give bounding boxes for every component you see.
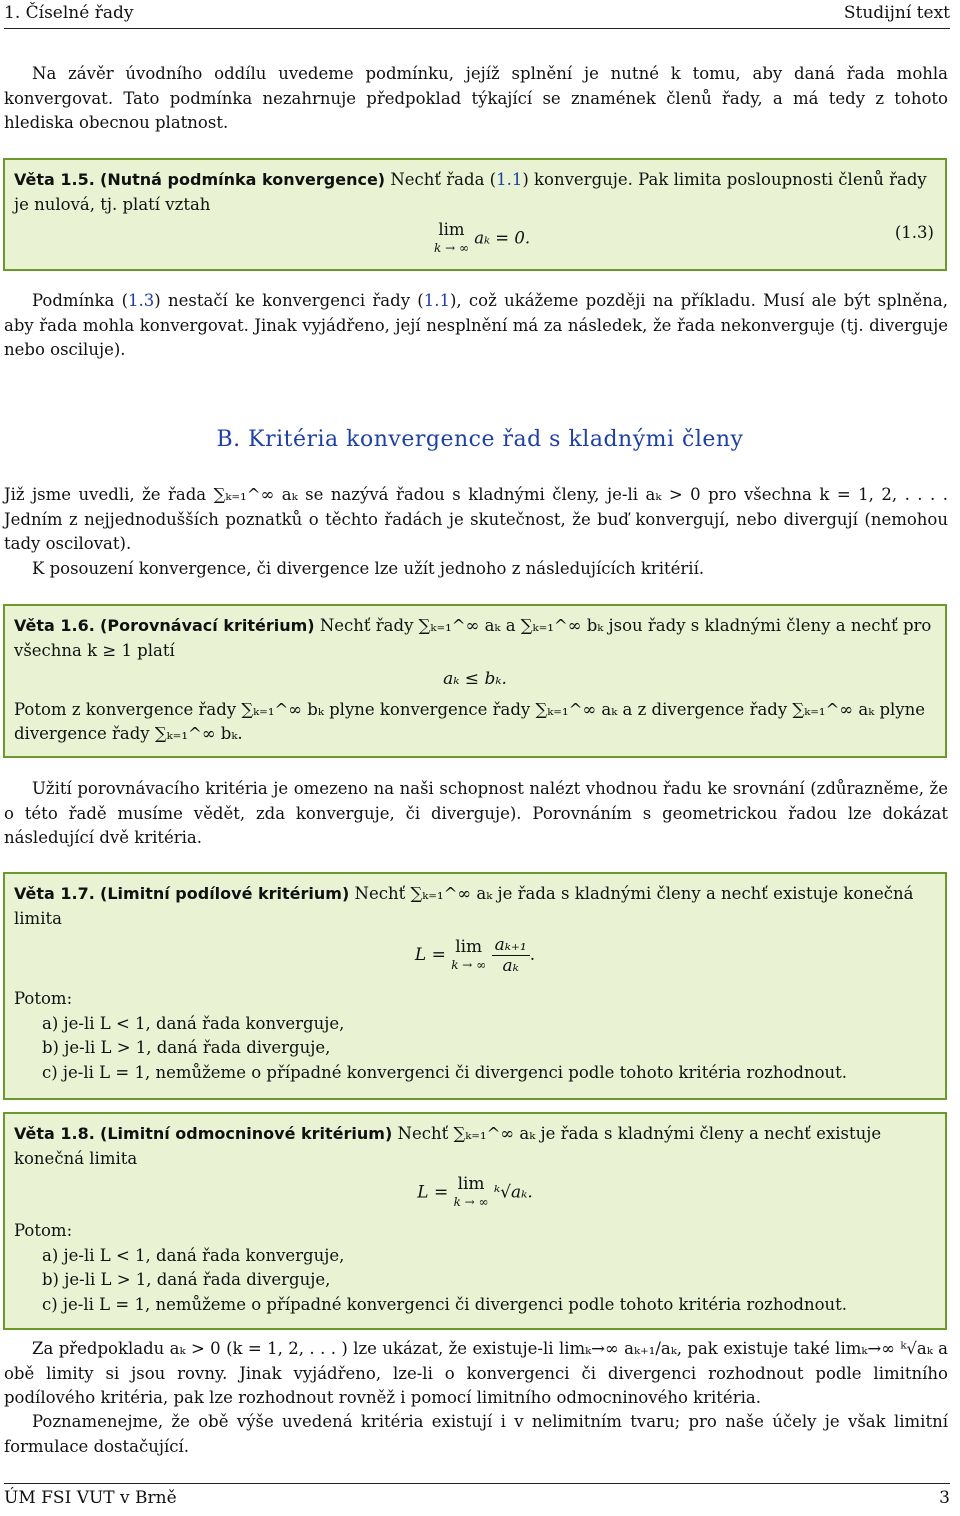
- theorem-1-6-text-a: Nechť řady ∑ₖ₌₁^∞ aₖ a ∑ₖ₌₁^∞ bₖ jsou řady s kladnými členy a nechť pro všechna k ≥ 1 platí: [14, 616, 932, 660]
- running-header: [4, 2, 950, 29]
- theorem-1-6-formula: aₖ ≤ bₖ.: [443, 669, 507, 689]
- theorem-1-7-box: [3, 872, 947, 1100]
- equation-number: (1.3): [894, 223, 934, 242]
- theorem-1-7-then: Potom:: [14, 989, 73, 1008]
- limit-operator: lim k → ∞: [453, 1174, 489, 1209]
- theorem-1-7-case-a: a) je-li L < 1, daná řada konverguje,: [42, 1013, 345, 1033]
- theorem-1-5-ref-link[interactable]: 1.1: [496, 170, 523, 189]
- theorem-1-5-text-b: ) konverguje. Pak limita posloupnosti členů řady je nulová, tj. platí vztah: [14, 170, 927, 214]
- theorem-1-6-title: (Porovnávací kritérium): [100, 616, 315, 635]
- theorem-1-8-box: [3, 1112, 947, 1330]
- ratio-fraction: $\frac{\text{aₖ₊₁}}{\text{aₖ}}$: [492, 935, 530, 976]
- theorem-1-5-box: [3, 158, 947, 271]
- theorem-1-7-case-c: c) je-li L = 1, nemůžeme o případné konvergenci či divergenci podle tohoto kritéria rozhodnout.: [42, 1062, 848, 1082]
- theorem-1-7-title: (Limitní podílové kritérium): [100, 884, 350, 903]
- theorem-1-8-statement: [14, 1122, 936, 1171]
- closing-paragraph-2: Poznamenejme, že obě výše uvedená kritéria existují i v nelimitním tvaru; pro naše účely je však limitní formulace dostačující.: [4, 1412, 948, 1456]
- theorem-1-7-formula: L = lim k → ∞ $\frac{\text{aₖ₊₁}}{\text{aₖ}}$ .: [414, 935, 536, 976]
- equation-1-3: [14, 217, 936, 261]
- theorem-1-6-statement: [14, 614, 936, 663]
- equation-1-3-formula: aₖ = 0.: [474, 228, 531, 248]
- theorem-1-5-text-a: Nechť řada (: [385, 170, 497, 189]
- closing-paragraph-1: Za předpokladu aₖ > 0 (k = 1, 2, . . . ) lze ukázat, že existuje-li limₖ→∞ aₖ₊₁/aₖ, pak existuje také limₖ→∞ ᵏ√aₖ a obě limity si jsou rovny. Jinak vyjádřeno, lze-li o konvergenci či divergenci rozhodnout podle limitního podílového kritéria, pak lze rozhodnout rovněž i pomocí limitního odmocninového kritéria.: [4, 1339, 948, 1407]
- theorem-1-8-label: Věta 1.8.: [14, 1124, 95, 1143]
- intro-paragraph: Na závěr úvodního oddílu uvedeme podmínku, jejíž splnění je nutné k tomu, aby daná řada mohla konvergovat. Tato podmínka nezahrnuje předpoklad týkající se znamének členů řady, a má tedy z tohoto hlediska obecnou platnost.: [4, 64, 948, 132]
- theorem-1-8-text-a: Nechť ∑ₖ₌₁^∞ aₖ je řada s kladnými členy a nechť existuje konečná limita: [14, 1124, 882, 1168]
- theorem-1-7-label: Věta 1.7.: [14, 884, 95, 903]
- theorem-1-6-box: [3, 604, 947, 758]
- limit-operator: lim k → ∞: [451, 936, 487, 972]
- paragraph-after-theorem-1-5: Podmínka (1.3) nestačí ke konvergenci řady (1.1), což ukážeme později na příkladu. Musí ale být splněna, aby řada mohla konvergovat. Jinak vyjádřeno, její nesplnění má za následek, že řada nekonverguje (tj. diverguje nebo osciluje).: [4, 291, 948, 359]
- theorem-1-8-then: Potom:: [14, 1221, 73, 1240]
- header-doc-type: Studijní text: [843, 3, 950, 23]
- theorem-1-6-label: Věta 1.6.: [14, 616, 95, 635]
- header-chapter: 1. Číselné řady: [4, 3, 134, 23]
- theorem-1-7-case-b: b) je-li L > 1, daná řada diverguje,: [42, 1038, 331, 1057]
- theorem-1-5-statement: [14, 168, 936, 217]
- running-footer: [4, 1488, 950, 1508]
- theorem-1-8-title: (Limitní odmocninové kritérium): [100, 1124, 393, 1143]
- page-number: 3: [939, 1488, 950, 1508]
- root-expression: ᵏ√aₖ.: [493, 1182, 533, 1203]
- section-intro-paragraph: Již jsme uvedli, že řada ∑ₖ₌₁^∞ aₖ se nazývá řadou s kladnými členy, je-li aₖ > 0 pro všechna k = 1, 2, . . . . Jedním z nejjednodušších poznatků o těchto řadách je skutečnost, že buď konvergují, nebo divergují (nemohou tady oscilovat).: [4, 485, 948, 553]
- theorem-1-6-conclusion: Potom z konvergence řady ∑ₖ₌₁^∞ bₖ plyne konvergence řady ∑ₖ₌₁^∞ aₖ a z divergence řady ∑ₖ₌₁^∞ aₖ plyne divergence řady ∑ₖ₌₁^∞ bₖ.: [14, 699, 926, 743]
- theorem-1-8-case-a: a) je-li L < 1, daná řada konverguje,: [42, 1245, 345, 1265]
- theorem-1-7-text-a: Nechť ∑ₖ₌₁^∞ aₖ je řada s kladnými členy a nechť existuje konečná limita: [14, 884, 914, 928]
- theorem-1-5-label: Věta 1.5.: [14, 170, 95, 189]
- paragraph-after-theorem-1-6: Užití porovnávacího kritéria je omezeno na naši schopnost nalézt vhodnou řadu ke srovnání (zdůrazněme, že o této řadě musíme vědět, zda konverguje, či diverguje). Porovnáním s geometrickou řadou lze dokázat následující dvě kritéria.: [4, 779, 948, 847]
- theorem-1-8-formula: L = lim k → ∞ ᵏ√aₖ.: [417, 1174, 533, 1209]
- section-heading: B. Kritéria konvergence řad s kladnými členy: [216, 427, 744, 452]
- ref-link-1-3[interactable]: 1.3: [128, 291, 155, 310]
- section-intro-paragraph-2: K posouzení konvergence, či divergence lze užít jednoho z následujících kritérií.: [32, 559, 705, 578]
- theorem-1-7-statement: [14, 882, 936, 931]
- theorem-1-5-title: (Nutná podmínka konvergence): [100, 170, 386, 189]
- footer-rule: [4, 1483, 950, 1484]
- footer-institution: ÚM FSI VUT v Brně: [4, 1488, 177, 1508]
- theorem-1-8-case-b: b) je-li L > 1, daná řada diverguje,: [42, 1270, 331, 1289]
- limit-operator: lim k → ∞: [434, 220, 469, 255]
- ref-link-1-1[interactable]: 1.1: [423, 291, 450, 310]
- theorem-1-8-case-c: c) je-li L = 1, nemůžeme o případné konvergenci či divergenci podle tohoto kritéria rozhodnout.: [42, 1294, 848, 1314]
